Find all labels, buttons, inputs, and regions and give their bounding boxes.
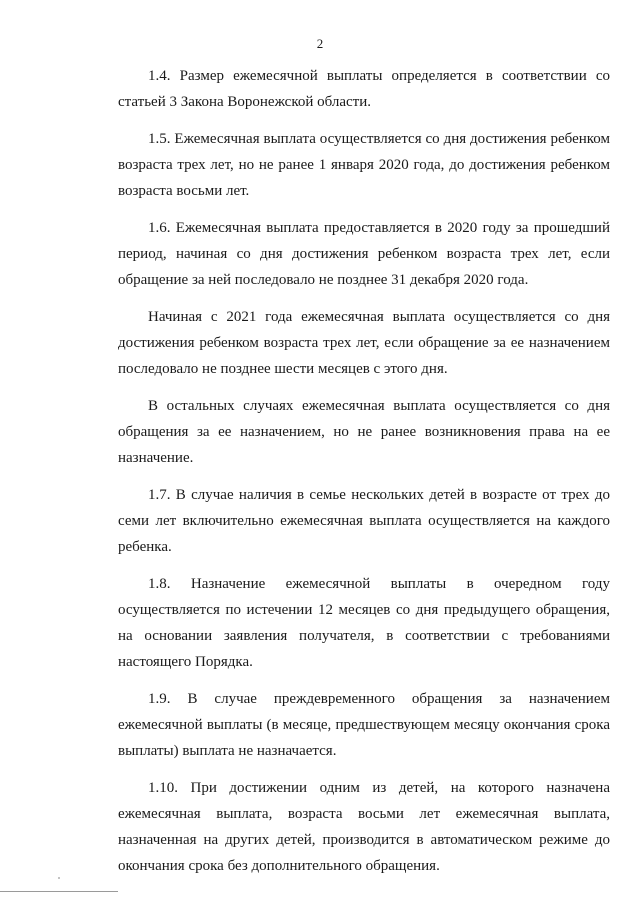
paragraph-1-5: 1.5. Ежемесячная выплата осуществляется со дня достижения ребенком возраста трех лет, но не ранее 1 января 2020 года, до достижения ребенком возраста восьми лет. — [118, 131, 610, 199]
paragraph-1-10: 1.10. При достижении одним из детей, на которого назначена ежемесячная выплата, возраста восьми лет ежемесячная выплата, назначенная на других детей, производится в автоматическом режиме до окончания срока без дополнительного обращения. — [118, 780, 610, 874]
document-body — [118, 63, 610, 890]
paragraph-1-8: 1.8. Назначение ежемесячной выплаты в очередном году осуществляется по истечении 12 месяцев со дня предыдущего обращения, на основании заявления получателя, в соответствии с требованиями настоящего Порядка. — [118, 576, 610, 670]
page-number: 2 — [316, 36, 324, 51]
paragraph-1-4: 1.4. Размер ежемесячной выплаты определяется в соответствии со статьей 3 Закона Воронежской области. — [118, 68, 610, 110]
paragraph-from-2021: Начиная с 2021 года ежемесячная выплата осуществляется со дня достижения ребенком возраста трех лет, если обращение за ее назначением последовало не позднее шести месяцев с этого дня. — [118, 309, 610, 377]
paragraph-other-cases: В остальных случаях ежемесячная выплата осуществляется со дня обращения за ее назначением, но не ранее возникновения права на ее назначение. — [118, 398, 610, 466]
scan-artifact-dot — [58, 877, 60, 879]
scan-artifact-line — [0, 891, 118, 892]
paragraph-1-9: 1.9. В случае преждевременного обращения за назначением ежемесячной выплаты (в месяце, предшествующем месяцу окончания срока выплаты) выплата не назначается. — [118, 691, 610, 759]
paragraph-1-6: 1.6. Ежемесячная выплата предоставляется в 2020 году за прошедший период, начиная со дня достижения ребенком возраста трех лет, если обращение за ней последовало не позднее 31 декабря 2020 года. — [118, 220, 610, 288]
paragraph-1-7: 1.7. В случае наличия в семье нескольких детей в возрасте от трех до семи лет включительно ежемесячная выплата осуществляется на каждого ребенка. — [118, 487, 610, 555]
